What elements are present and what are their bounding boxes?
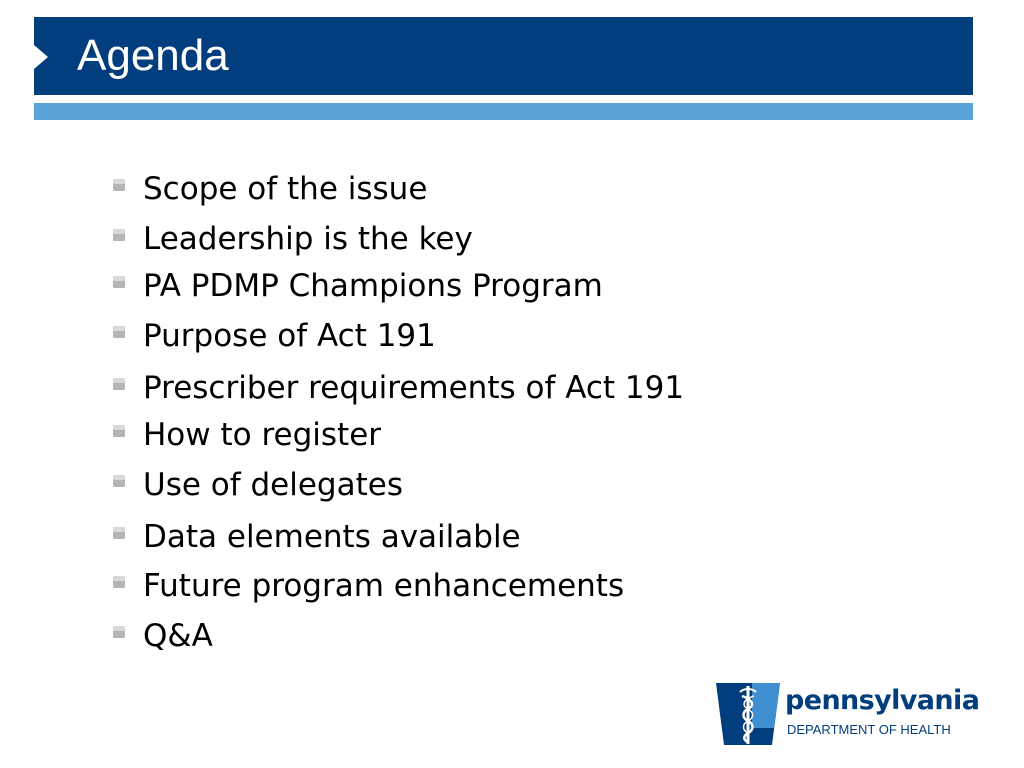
bullet-icon xyxy=(112,625,126,639)
logo-department: DEPARTMENT OF HEALTH xyxy=(787,722,951,737)
pa-department-of-health-logo xyxy=(714,680,980,748)
bullet-icon xyxy=(112,424,126,438)
agenda-item xyxy=(112,616,213,656)
bullet-icon xyxy=(112,275,126,289)
agenda-item-label: Use of delegates xyxy=(143,467,403,503)
bullet-icon xyxy=(112,575,126,589)
bullet-icon xyxy=(112,474,126,488)
agenda-item xyxy=(112,219,473,259)
agenda-item-label: Data elements available xyxy=(143,519,521,555)
agenda-item xyxy=(112,517,521,557)
agenda-item xyxy=(112,566,624,606)
agenda-item-label: Leadership is the key xyxy=(143,221,473,257)
logo-wordmark: pennsylvania xyxy=(785,685,980,716)
keystone-caduceus-icon xyxy=(714,680,782,748)
title-notch-arrow xyxy=(34,45,48,69)
agenda-item-label: Scope of the issue xyxy=(143,171,428,207)
agenda-list xyxy=(112,0,872,768)
bullet-icon xyxy=(112,228,126,242)
bullet-icon xyxy=(112,325,126,339)
slide-title: Agenda xyxy=(77,31,229,80)
agenda-item-label: Prescriber requirements of Act 191 xyxy=(143,370,685,406)
bullet-icon xyxy=(112,178,126,192)
agenda-item-label: Future program enhancements xyxy=(143,568,625,604)
agenda-item xyxy=(112,415,381,455)
agenda-item-label: How to register xyxy=(143,417,382,453)
agenda-item xyxy=(112,169,427,209)
agenda-item-label: Purpose of Act 191 xyxy=(143,318,436,354)
bullet-icon xyxy=(112,377,126,391)
agenda-item-label: Q&A xyxy=(143,618,213,654)
agenda-item-label: PA PDMP Champions Program xyxy=(143,268,603,304)
bullet-icon xyxy=(112,526,126,540)
agenda-item xyxy=(112,465,403,505)
agenda-item xyxy=(112,368,684,408)
agenda-item xyxy=(112,316,436,356)
agenda-item xyxy=(112,266,603,306)
